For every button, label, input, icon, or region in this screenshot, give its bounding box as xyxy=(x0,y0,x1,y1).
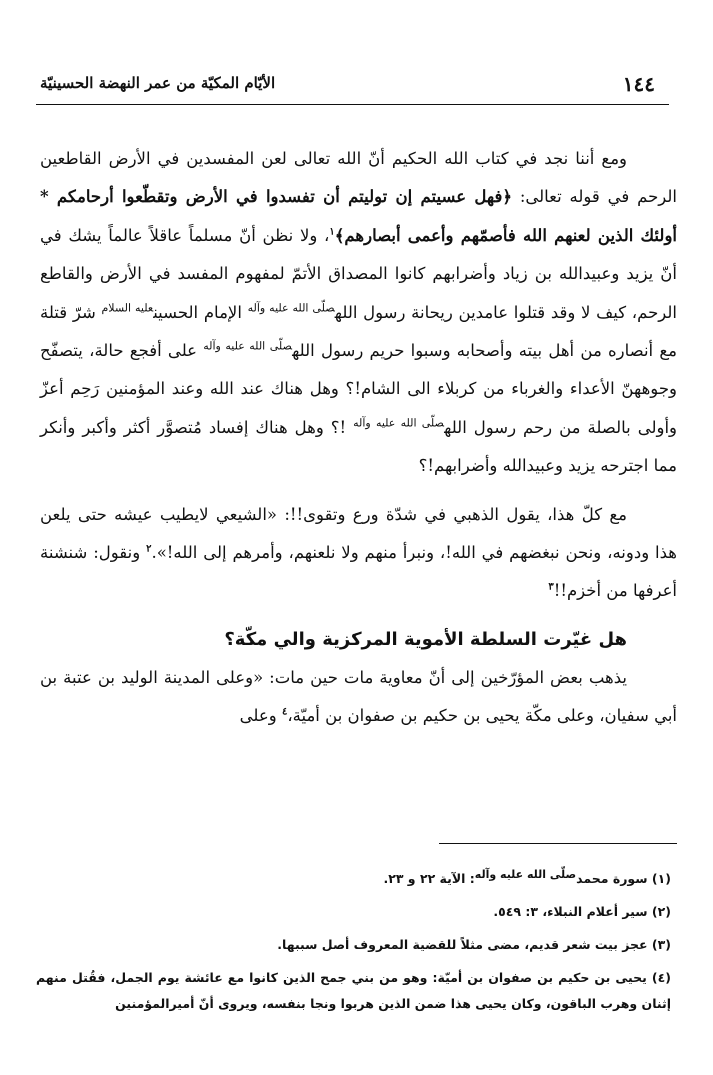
running-title: الأيّام المكيّة من عمر النهضة الحسينيّة xyxy=(40,74,276,92)
footnote-1-text-a: (١) سورة محمد xyxy=(576,871,671,886)
footnote-ref-1: ١ xyxy=(329,226,335,238)
paragraph-2-text-b: ونقول: شنشنة أعرفها من أخزم!! xyxy=(40,543,677,601)
footnote-ref-3: ٣ xyxy=(548,581,554,593)
paragraph-1-text-d: شرّ قتلة مع أنصاره من أهل بيته وأصحابه وسبوا حريم رسول الله xyxy=(40,302,678,361)
footnotes xyxy=(36,862,671,1017)
paragraph-3-text-a: يذهب بعض المؤرّخين إلى أنّ معاوية مات حين مات: «وعلى المدينة الوليد بن عتبة بن أبي سفيان، وعلى مكّة يحيى بن حكيم بن صفوان بن أميّة، xyxy=(40,667,677,726)
footnote-1 xyxy=(36,862,671,895)
footnote-blessing-ligature: صلّى الله عليه وآله xyxy=(474,867,577,881)
paragraph-2 xyxy=(40,496,677,611)
paragraph-1-text-f: !؟ وهل هناك إفساد مُتصوَّر أكثر وأكبر وأنكر مما اجترحه يزيد وعبيدالله وأضرابهم!؟ xyxy=(40,417,677,476)
footnote-4: (٤) يحيى بن حكيم بن صفوان بن أميّة: وهو من بني جمح الذين كانوا مع عائشة يوم الجمل، فقُتل منهم إثنان وهرب الباقون، وكان يحيى هذا ضمن الذين هربوا ونجا بنفسه، ويروى أنّ أميرالمؤمنين xyxy=(36,970,671,1011)
blessing-ligature-prophet-2: صلّى الله عليه وآله xyxy=(203,339,293,353)
paragraph-2-text-a: مع كلّ هذا، يقول الذهبي في شدّة ورع وتقوى!!: «الشيعي لايطيب عيشه حتى يلعن هذا ودونه، ونحن نبغضهم في الله!، ونبرأ منهم ولا نلعنهم، وأمرهم إلى الله!». xyxy=(40,504,677,563)
main-text xyxy=(40,140,677,736)
footnote-ref-2: ٢ xyxy=(146,543,152,555)
footnote-ref-4: ٤ xyxy=(281,706,288,718)
blessing-ligature-prophet-3: صلّى الله عليه وآله xyxy=(353,416,445,430)
paragraph-1-text-e: على أفجع حالة، يتصفّح وجوههنّ الأعداء والغرباء من كربلاء الى الشام!؟ وهل هناك عند الله وعند المؤمنين رَحِم أعزّ وأولى بالصلة من رحم رسول الله xyxy=(40,341,677,437)
blessing-ligature-imam: عليه السلام xyxy=(101,301,154,315)
paragraph-3-text-b: وعلى xyxy=(239,706,282,726)
footnote-2: (٢) سير أعلام النبلاء، ٣: ٥٤٩. xyxy=(493,904,671,919)
page-number: ١٤٤ xyxy=(622,72,655,96)
paragraph-1-text-c: الإمام الحسين xyxy=(153,302,248,322)
blessing-ligature-prophet: صلّى الله عليه وآله xyxy=(247,301,335,315)
page-header xyxy=(36,66,669,105)
footnote-3: (٣) عجز بيت شعر قديم، مضى مثلاً للقضية المعروف أصل سببها. xyxy=(277,937,671,952)
section-heading: هل غيّرت السلطة الأموية المركزية والي مكّة؟ xyxy=(224,628,627,650)
paragraph-3 xyxy=(40,659,677,736)
footnote-1-text-b: : الآية ٢٢ و ٢٣. xyxy=(383,871,475,886)
paragraph-1-text-b: ، ولا نظن أنّ مسلماً عاقلاً عالماً يشك في أنّ يزيد وعبيدالله بن زياد وأضرابهم كانوا المصداق الأتمّ لمفهوم المفسد في الأرض والقاطع الرحم، كيف لا وقد قتلوا عامدين ريحانة رسول الله xyxy=(40,225,677,322)
paragraph-1 xyxy=(40,140,677,486)
quran-verse: ﴿فهل عسيتم إن توليتم أن تفسدوا في الأرض وتقطّعوا أرحامكم * أولئك الذين لعنهم الله فأصمّهم وأعمى أبصارهم﴾ xyxy=(40,187,677,245)
footnote-separator xyxy=(439,843,677,844)
paragraph-1-text-a: ومع أننا نجد في كتاب الله الحكيم أنّ الله تعالى لعن المفسدين في الأرض القاطعين الرحم في قوله تعالى: xyxy=(40,149,677,207)
